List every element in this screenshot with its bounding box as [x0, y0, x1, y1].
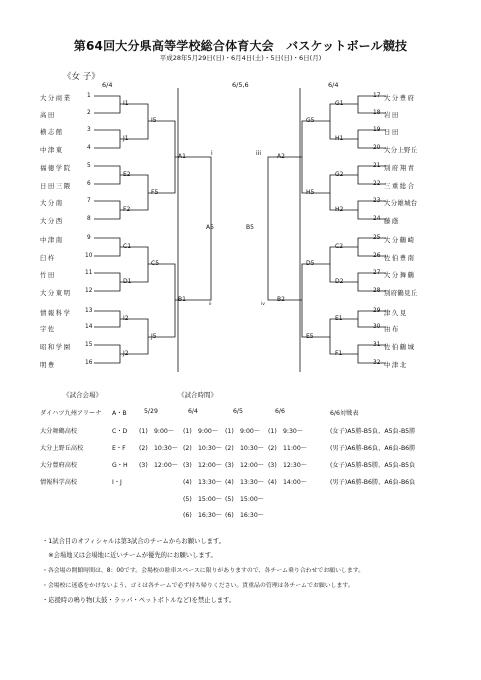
team-number: 15 [85, 342, 93, 348]
venue-name: 大分舞鶴高校 [40, 428, 78, 435]
team-number: 23 [373, 198, 381, 204]
venue-courts: C・D [112, 428, 128, 435]
game-label: D1 [123, 278, 132, 285]
team-number: 27 [373, 270, 381, 276]
team-name: 大分舞鶴 [384, 271, 416, 279]
team-number: 1 [87, 93, 91, 99]
section-title: 《女 子》 [63, 72, 100, 82]
game-label: ii [209, 302, 212, 307]
note-item: ・応援時の鳴り物(太鼓・ラッパ・ペットボトルなど)を禁止します。 [42, 597, 236, 604]
note-item: ※会場地又は会場地に近いチームが優先的にお願いします。 [42, 552, 217, 559]
team-name: 中津南 [40, 236, 64, 244]
time-slot: (1) 9:00～ [139, 428, 175, 435]
time-slot: (3) 12:00～ [225, 462, 264, 469]
venue-courts: E・F [112, 445, 126, 452]
team-name: 横志館 [40, 128, 64, 136]
bracket-line [120, 247, 148, 282]
game-label: C5 [151, 260, 160, 267]
time-slot: (2) 10:30～ [183, 445, 222, 452]
bracket-line [94, 345, 120, 363]
time-slot: (3) 12:30～ [268, 462, 307, 469]
team-name: 大分商業 [40, 94, 72, 102]
date-left: 6/4 [102, 81, 113, 89]
bracket-line [358, 166, 386, 184]
time-slot: (5) 15:00～ [183, 496, 222, 503]
game-label: B2 [277, 296, 285, 303]
game-label: J2 [123, 350, 129, 357]
date-right: 6/4 [328, 81, 339, 89]
team-number: 28 [373, 288, 381, 294]
note-item: ・1試合目のオフィシャルは第3試合のチームからお願いします。 [42, 538, 226, 545]
bracket-line [120, 104, 148, 139]
game-label: E5 [306, 333, 314, 340]
bracket-line [94, 96, 120, 113]
team-number: 10 [85, 253, 93, 259]
team-name: 日田 [384, 128, 400, 136]
bracket-line [148, 121, 175, 193]
team-number: 21 [373, 163, 381, 169]
bracket-line [94, 273, 120, 291]
game-label: D5 [306, 260, 315, 267]
bracket-line [358, 201, 386, 219]
schedule-matchups-header: 6/6対戦表 [330, 410, 359, 417]
bracket-line [148, 264, 175, 337]
bracket-line [268, 157, 302, 300]
game-label: A5 [206, 224, 214, 231]
bracket-line [330, 175, 358, 210]
bracket-line [120, 319, 148, 354]
game-label: D2 [335, 278, 344, 285]
matchup-note: (女子)A5勝-B5負、A5負-B5勝 [330, 428, 416, 435]
note-item: ・会場校に迷惑をかけないよう、ゴミは各チームで必ず持ち帰りください。貴重品の管理は各チームでお願いします。 [42, 583, 354, 589]
team-name: 大分雄城台 [384, 199, 418, 207]
team-name: 津久見 [384, 309, 408, 317]
team-number: 9 [87, 235, 91, 241]
bracket-line [330, 319, 358, 354]
time-slot: (1) 9:00～ [183, 428, 219, 435]
time-slot: (6) 16:30～ [225, 512, 264, 519]
team-name: 大分豊府 [384, 94, 416, 102]
team-name: 中津東 [40, 146, 64, 154]
page-subtitle: 平成28年5月29日(日)・6月4日(土)・5日(日)・6日(月) [159, 54, 322, 62]
team-name: 岩田 [384, 111, 400, 119]
matchup-note: (男子)A6勝-B6勝、A6負-B6負 [330, 479, 416, 486]
time-slot: (6) 16:30～ [183, 512, 222, 519]
team-name: 情報科学 [40, 309, 72, 317]
team-name: 由布 [384, 325, 400, 333]
schedule-day-header: 6/5 [233, 408, 243, 415]
team-number: 11 [85, 270, 93, 276]
team-number: 12 [85, 288, 93, 294]
team-number: 20 [373, 145, 381, 151]
time-slot: (3) 12:00～ [139, 462, 178, 469]
game-label: C1 [123, 243, 132, 250]
game-label: E2 [123, 171, 131, 178]
bracket-line [94, 130, 120, 148]
team-name: 大分鶴崎 [384, 236, 416, 244]
venue-courts: G・H [112, 462, 128, 469]
game-label: A1 [178, 153, 186, 160]
bracket-line [358, 130, 386, 148]
team-name: 宇佐 [40, 325, 56, 333]
venue-courts: I・J [112, 479, 122, 486]
team-name: 日田三隈 [40, 182, 72, 190]
bracket-line [94, 311, 120, 327]
bracket-line [302, 121, 330, 193]
team-number: 19 [373, 127, 381, 133]
team-name: 別府翔青 [384, 164, 416, 172]
team-number: 7 [87, 198, 91, 204]
team-number: 3 [87, 127, 91, 133]
team-name: 藤蔭 [384, 217, 400, 225]
game-label: H1 [335, 135, 344, 142]
game-label: J5 [151, 333, 157, 340]
team-number: 25 [373, 235, 381, 241]
game-label: F2 [123, 206, 131, 213]
page-title: 第64回大分県高等学校総合体育大会 バスケットボール競技 [73, 39, 408, 53]
team-number: 22 [373, 181, 381, 187]
team-number: 32 [373, 360, 381, 366]
team-number: 14 [85, 324, 93, 330]
game-label: iii [256, 150, 262, 157]
game-label: J1 [123, 135, 129, 142]
game-label: B1 [178, 296, 186, 303]
schedule-day-header: 5/29 [144, 408, 158, 415]
time-slot: (5) 15:00～ [225, 496, 264, 503]
team-name: 福徳学院 [40, 164, 72, 172]
time-slot: (3) 12:00～ [183, 462, 222, 469]
venue-name: 情報科学高校 [40, 479, 78, 486]
team-name: 中津北 [384, 361, 408, 369]
team-name: 昭和学園 [40, 343, 72, 351]
game-label: I1 [123, 100, 129, 107]
team-number: 24 [373, 216, 381, 222]
game-label: A2 [277, 153, 285, 160]
time-slot: (2) 10:30～ [225, 445, 264, 452]
game-label: G1 [335, 100, 344, 107]
game-label: I2 [123, 315, 129, 322]
bracket-line [358, 311, 386, 327]
team-number: 16 [85, 360, 93, 366]
bracket-line [330, 247, 358, 282]
date-center: 6/5,6 [232, 81, 249, 89]
team-number: 4 [87, 145, 91, 151]
game-label: G2 [335, 171, 344, 178]
team-name: 別府鶴見丘 [384, 289, 418, 297]
time-slot: (2) 10:30～ [139, 445, 178, 452]
team-name: 竹田 [40, 271, 56, 279]
team-name: 大分西 [40, 217, 64, 225]
team-name: 高田 [40, 111, 56, 119]
game-label: G5 [306, 117, 315, 124]
team-name: 佐伯豊南 [384, 254, 416, 262]
team-number: 6 [87, 181, 91, 187]
time-slot: (4) 13:30～ [225, 479, 264, 486]
venue-name: 大分豊府高校 [40, 462, 78, 469]
team-number: 2 [87, 110, 91, 116]
bracket-line [358, 345, 386, 363]
time-section-title: 《試合時間》 [178, 391, 217, 399]
team-number: 5 [87, 163, 91, 169]
time-slot: (1) 9:30～ [268, 428, 304, 435]
matchup-note: (女子)A5勝-B5勝、A5負-B5負 [330, 462, 416, 469]
game-label: C2 [335, 243, 344, 250]
team-name: 臼杵 [40, 254, 56, 262]
time-slot: (4) 14:00～ [268, 479, 307, 486]
team-number: 18 [373, 110, 381, 116]
team-name: 佐伯鶴城 [384, 343, 416, 351]
team-number: 8 [87, 216, 91, 222]
team-number: 29 [373, 308, 381, 314]
game-label: I5 [151, 117, 157, 124]
game-label: F1 [335, 350, 343, 357]
bracket-line [120, 175, 148, 210]
bracket-line [302, 264, 330, 337]
note-item: ・各会場の開館時間は、8：00です。会場校の駐車スペースに限りがありますので、各チーム乗り合わせでお願いします。 [42, 568, 365, 574]
game-label: iv [261, 302, 265, 307]
schedule-day-header: 6/6 [275, 408, 285, 415]
team-name: 大分上野丘 [384, 146, 418, 154]
matchup-note: (男子)A6勝-B6負、A6負-B6勝 [330, 445, 416, 452]
team-name: 大分南 [40, 199, 64, 207]
game-label: H2 [335, 206, 344, 213]
bracket-line [330, 104, 358, 139]
team-name: 三重総合 [384, 182, 416, 190]
team-number: 26 [373, 253, 381, 259]
time-slot: (1) 9:00～ [225, 428, 261, 435]
team-number: 30 [373, 324, 381, 330]
schedule-day-header: 6/4 [188, 408, 198, 415]
team-number: 13 [85, 308, 93, 314]
game-label: F5 [151, 189, 159, 196]
team-number: 17 [373, 93, 381, 99]
game-label: E1 [335, 315, 343, 322]
venue-courts: A・B [112, 410, 127, 417]
venue-name: 大分上野丘高校 [40, 445, 84, 452]
time-slot: (2) 11:00～ [268, 445, 307, 452]
bracket-line [358, 273, 386, 291]
team-number: 31 [373, 342, 381, 348]
bracket-line [94, 238, 120, 256]
game-label: H5 [306, 189, 315, 196]
bracket-line [94, 201, 120, 219]
venue-section-title: 《試合会場》 [63, 391, 102, 399]
game-label: i [211, 150, 213, 157]
bracket-line [358, 96, 386, 113]
venue-name: ダイハツ九州アリーナ [40, 410, 102, 417]
time-slot: (4) 13:30～ [183, 479, 222, 486]
bracket-line [358, 238, 386, 256]
team-name: 大分東明 [40, 289, 72, 297]
game-label: B5 [246, 224, 254, 231]
bracket-line [94, 166, 120, 184]
team-name: 明豊 [40, 361, 56, 369]
